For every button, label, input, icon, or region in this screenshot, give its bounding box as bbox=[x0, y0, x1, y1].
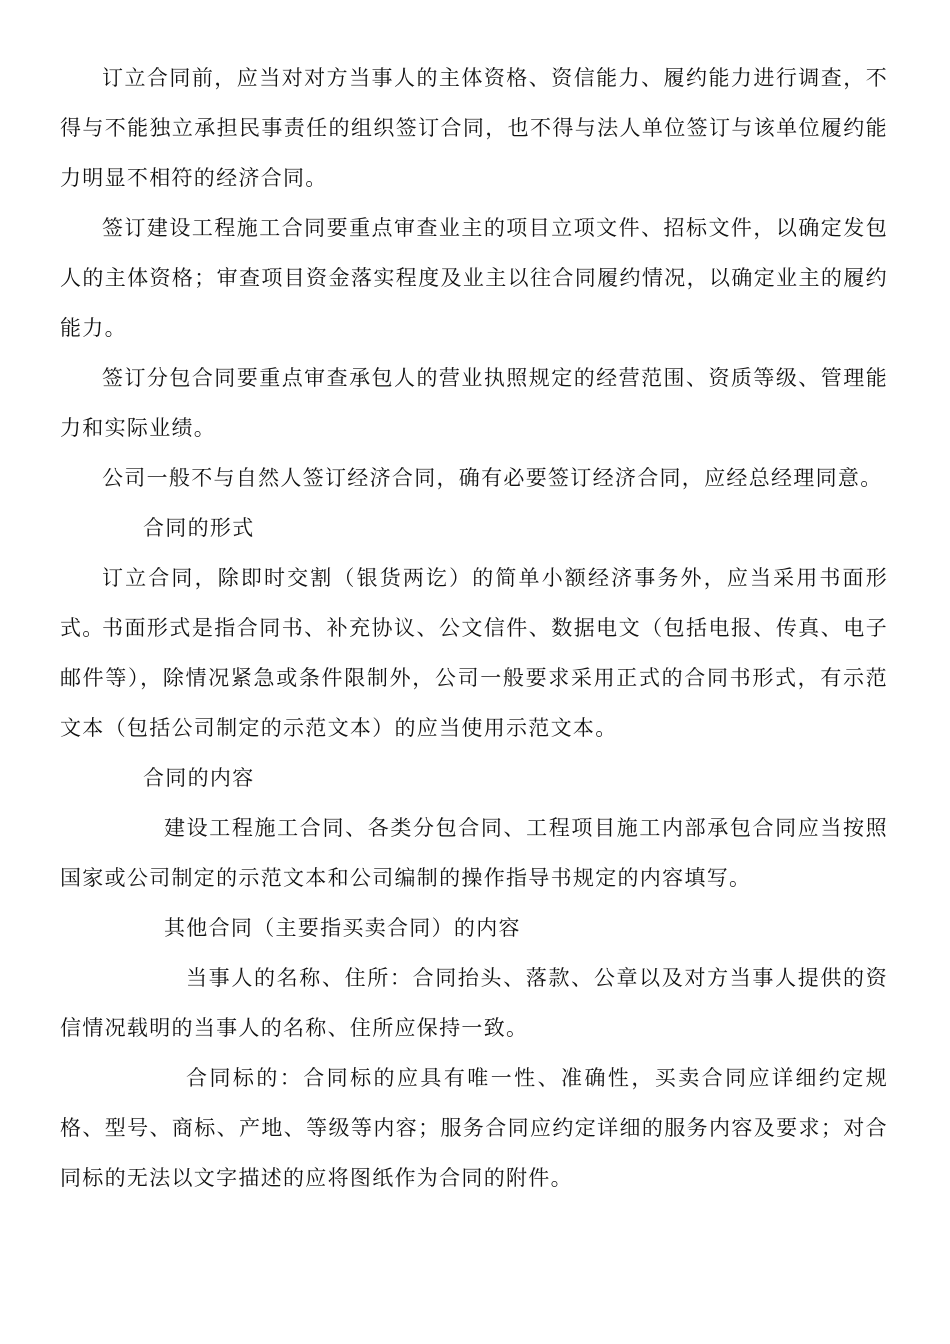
paragraph-contract-subject-matter: 合同标的：合同标的应具有唯一性、准确性，买卖合同应详细约定规格、型号、商标、产地、等级等内容；服务合同应约定详细的服务内容及要求；对合同标的无法以文字描述的应将图纸作为合同的附件。 bbox=[60, 1066, 888, 1190]
paragraph-written-form-required: 订立合同，除即时交割（银货两讫）的简单小额经济事务外，应当采用书面形式。 bbox=[60, 566, 888, 640]
heading-contract-form: 合同的形式 bbox=[143, 516, 255, 540]
paragraph-natural-person-rule: 公司一般不与自然人签订经济合同，确有必要签订经济合同，应经总经理同意。 bbox=[102, 466, 883, 490]
paragraph-subject-qualification-check: 订立合同前，应当对对方当事人的主体资格、资信能力、履约能力进行调查，不得与不能独立承担民事责任的组织签订合同，也不得与法人单位签订与该单位履约能力明显不相符的经济合同。 bbox=[60, 66, 888, 190]
heading-other-contract-content: 其他合同（主要指买卖合同）的内容 bbox=[164, 916, 521, 940]
paragraph-construction-contract-content: 建设工程施工合同、各类分包合同、工程项目施工内部承包合同应当按照国家或公司制定的示范文本和公司编制的操作指导书规定的内容填写。 bbox=[60, 816, 888, 890]
paragraph-written-form-definition: 书面形式是指合同书、补充协议、公文信件、数据电文（包括电报、传真、电子邮件等），除情况紧急或条件限制外，公司一般要求采用正式的合同书形式，有示范文本（包括公司制定的示范文本）的应当使用示范文本。 bbox=[60, 616, 888, 740]
paragraph-construction-contract-review: 签订建设工程施工合同要重点审查业主的项目立项文件、招标文件，以确定发包人的主体资格；审查项目资金落实程度及业主以往合同履约情况，以确定业主的履约能力。 bbox=[60, 216, 888, 340]
paragraph-party-name-address: 当事人的名称、住所：合同抬头、落款、公章以及对方当事人提供的资信情况载明的当事人的名称、住所应保持一致。 bbox=[60, 966, 888, 1040]
heading-contract-content: 合同的内容 bbox=[143, 766, 255, 790]
paragraph-subcontract-review: 签订分包合同要重点审查承包人的营业执照规定的经营范围、资质等级、管理能力和实际业绩。 bbox=[60, 366, 888, 440]
